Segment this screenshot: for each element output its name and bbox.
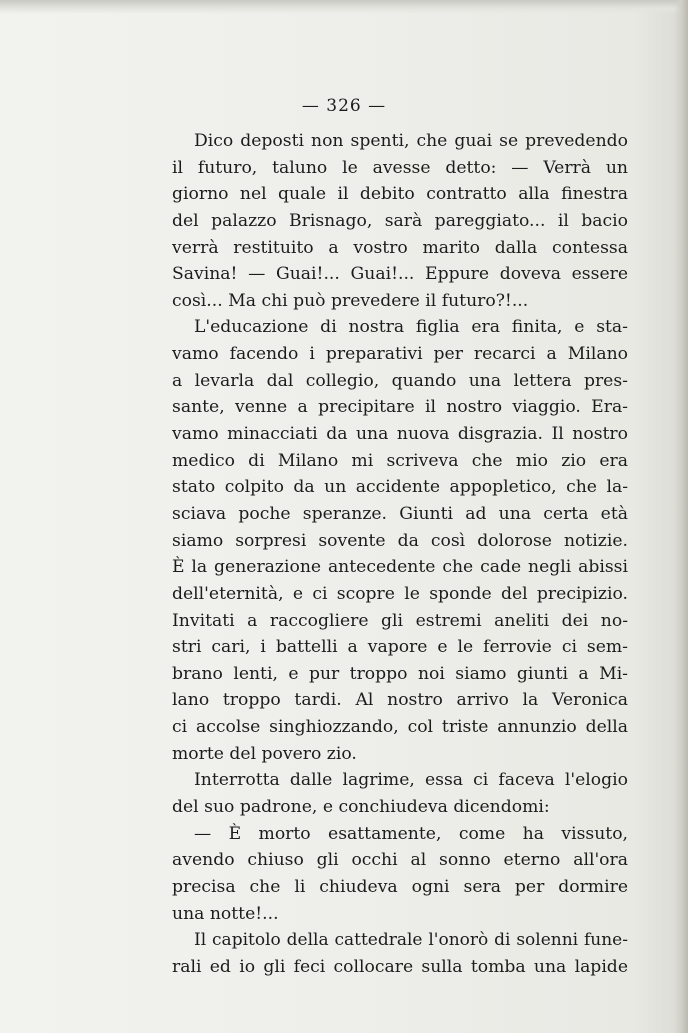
text-line: a levarla dal collegio, quando una lettera pres- — [172, 370, 628, 391]
text-line: il futuro, taluno le avesse detto: — Verrà un — [172, 157, 628, 178]
body-text — [172, 128, 628, 981]
text-line: dell'eternità, e ci scopre le sponde del precipizio. — [172, 583, 628, 604]
text-line: giorno nel quale il debito contratto alla finestra — [172, 184, 628, 205]
text-line: Interrotta dalle lagrime, essa ci faceva l'elogio — [194, 770, 628, 791]
page-top-edge-shadow — [0, 0, 688, 14]
text-line: ci accolse singhiozzando, col triste annunzio della — [172, 717, 628, 738]
page-number: — 326 — — [301, 96, 387, 116]
text-line: Invitati a raccogliere gli estremi aneliti dei no- — [172, 610, 628, 631]
text-line: Il capitolo della cattedrale l'onorò di solenni fune- — [194, 930, 628, 951]
text-line: così... Ma chi può prevedere il futuro?!... — [172, 290, 529, 311]
text-line: È la generazione antecedente che cade negli abissi — [172, 557, 628, 578]
text-line: stato colpito da un accidente appopletico, che la- — [172, 477, 628, 498]
text-line: del suo padrone, e conchiudeva dicendomi: — [172, 797, 550, 818]
text-line: vamo facendo i preparativi per recarci a Milano — [172, 344, 628, 365]
text-line: siamo sorpresi sovente da così dolorose notizie. — [172, 530, 628, 551]
text-line: una notte!... — [172, 903, 279, 924]
text-line: L'educazione di nostra figlia era finita, e sta- — [194, 317, 628, 338]
text-line: Dico deposti non spenti, che guai se prevedendo — [194, 131, 628, 151]
text-line: vamo minacciati da una nuova disgrazia. Il nostro — [172, 424, 628, 445]
text-line: sante, venne a precipitare il nostro viaggio. Era- — [172, 397, 628, 418]
text-line: avendo chiuso gli occhi al sonno eterno all'ora — [172, 850, 628, 871]
text-line: verrà restituito a vostro marito dalla contessa — [172, 237, 628, 258]
text-line: sciava poche speranze. Giunti ad una certa età — [172, 503, 628, 524]
text-line: — È morto esattamente, come ha vissuto, — [194, 823, 628, 844]
text-line: Savina! — Guai!... Guai!... Eppure doveva essere — [172, 264, 628, 285]
page-right-edge-shadow — [674, 0, 688, 1033]
text-line: medico di Milano mi scriveva che mio zio era — [172, 450, 628, 471]
text-line: rali ed io gli feci collocare sulla tomba una lapide — [172, 956, 628, 977]
text-line: brano lenti, e pur troppo noi siamo giunti a Mi- — [172, 663, 628, 684]
text-line: lano troppo tardi. Al nostro arrivo la Veronica — [172, 690, 628, 711]
text-line: morte del povero zio. — [172, 743, 357, 764]
text-line: del palazzo Brisnago, sarà pareggiato... il bacio — [172, 210, 628, 231]
text-line: precisa che li chiudeva ogni sera per dormire — [172, 876, 628, 897]
text-line: stri cari, i battelli a vapore e le ferrovie ci sem- — [172, 637, 628, 658]
